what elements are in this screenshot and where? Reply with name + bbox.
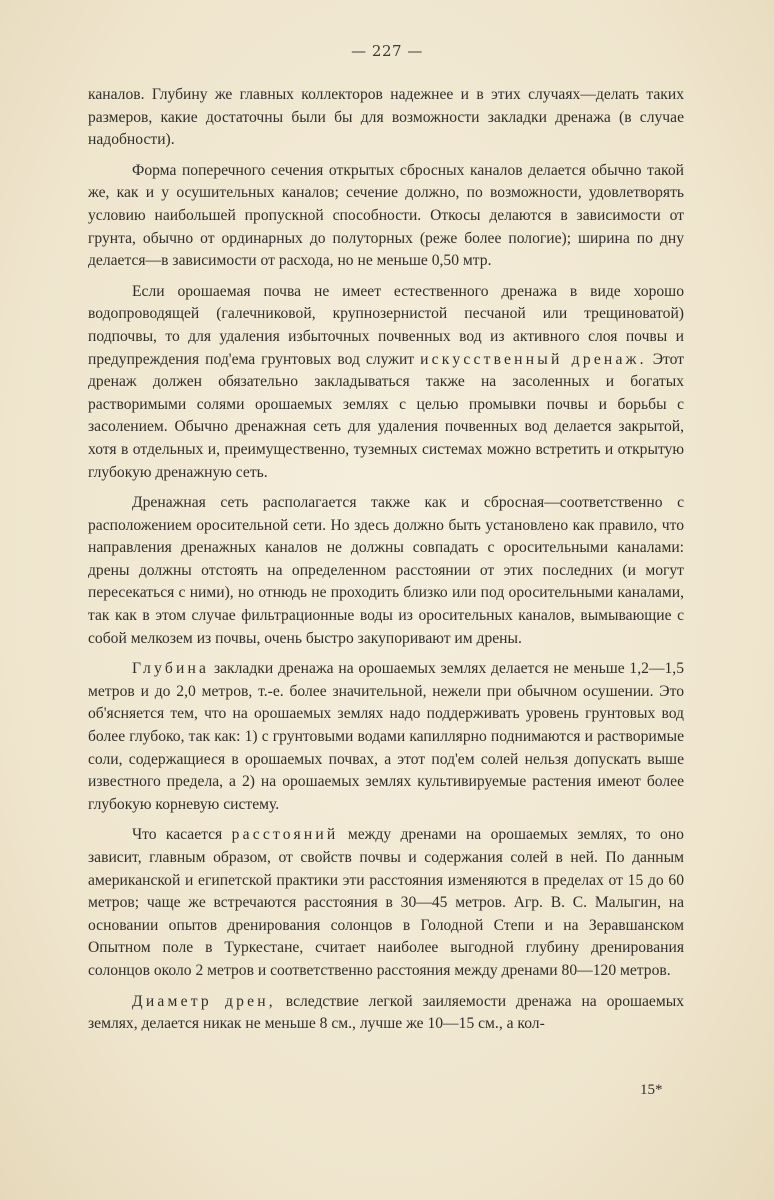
paragraph-6-text-b: между дренами на орошаемых землях, то оно зависит, главным образом, от свойств почвы и содержания солей в ней. По данным американской и египетской практики эти расстояния изменяются в пределах от 15 до 60 метров; чаще же встречаются расстояния в 30—45 метров. Агр. В. С. Малыгин, на основании опытов дренирования солонцов в Голодной Степи и на Зеравшанском Опытном поле в Туркестане, считает наиболее выгодной глубину дренирования солонцов около 2 метров и соответственно расстояния между дренами 80—120 метров.: [88, 826, 684, 979]
paragraph-7-text: вследствие легкой заиляемости дренажа на орошаемых землях, делается никак не меньше 8 см., лучше же 10—15 см., а кол-: [88, 992, 684, 1033]
paragraph-3-text-b: Этот дренаж должен обязательно закладываться также на засоленных и богатых растворимыми солями орошаемых землях с целью промывки почвы и борьбы с засолением. Обычно дренажная сеть для удаления почвенных вод делается закрытой, хотя в отдельных и, преимущественно, туземных системах можно встретить и открытую глубокую дренажную сеть.: [88, 350, 684, 481]
paragraph-6-emphasis: расстояний: [231, 826, 339, 844]
paragraph-3: [88, 281, 684, 484]
page-number: — 227 —: [351, 42, 423, 60]
paragraph-5-text: закладки дренажа на орошаемых землях делается не меньше 1,2—1,5 метров и до 2,0 метров, т.-е. более значительной, нежели при обычном осушении. Это об'ясняется тем, что на орошаемых землях надо поддерживать уровень грунтовых вод более глубоко, так как: 1) с грунтовыми водами капиллярно поднимаются и растворимые соли, содержащиеся в орошаемых почвах, а этот под'ем солей нельзя допускать выше известного предела, а 2) на орошаемых землях культивируемые растения имеют более глубокую корневую систему.: [88, 660, 685, 813]
paragraph-7: [88, 991, 684, 1036]
paragraph-6: [88, 824, 684, 982]
paragraph-7-emphasis: Диаметр дрен,: [132, 992, 276, 1010]
paragraph-3-emphasis: искусственный дренаж.: [420, 350, 647, 368]
paragraph-3-text-a: Если орошаемая почва не имеет естественного дренажа в виде хорошо водопроводящей (галечниковой, крупнозернистой песчаной или трещиноватой) подпочвы, то для удаления избыточных почвенных вод из активного слоя почвы и предупреждения под'ема грунтовых вод служит: [88, 282, 684, 368]
paragraph-5: [88, 658, 684, 816]
paragraph-6-text-a: Что касается: [132, 826, 223, 844]
paragraph-5-emphasis: Глубина: [132, 660, 210, 678]
body-text: [88, 84, 684, 1044]
signature-mark: 15*: [640, 1082, 663, 1098]
paragraph-4: Дренажная сеть располагается также как и сбросная—соответственно с расположением оросительной сети. Но здесь должно быть установлено как правило, что направления дренажных каналов не должны совпадать с оросительными каналами: дрены должны отстоять на определенном расстоянии от этих последних (и могут пересекаться с ними), но отнюдь не проходить близко или под оросительными каналами, так как в этом случае фильтрационные воды из оросительных каналов, вымывающие с собой мелкозем из почвы, очень быстро закупоривают им дрены.: [88, 494, 684, 647]
paragraph-2: Форма поперечного сечения открытых сбросных каналов делается обычно такой же, как и у осушительных каналов; сечение должно, по возможности, удовлетворять условию наибольшей пропускной способности. Откосы делаются в зависимости от грунта, обычно от ординарных до полуторных (реже более пологие); ширина по дну делается—в зависимости от расхода, но не меньше 0,50 мтр.: [88, 161, 684, 270]
paragraph-1: каналов. Глубину же главных коллекторов надежнее и в этих случаях—делать таких размеров, какие достаточны были бы для возможности закладки дренажа (в случае надобности).: [88, 86, 684, 149]
